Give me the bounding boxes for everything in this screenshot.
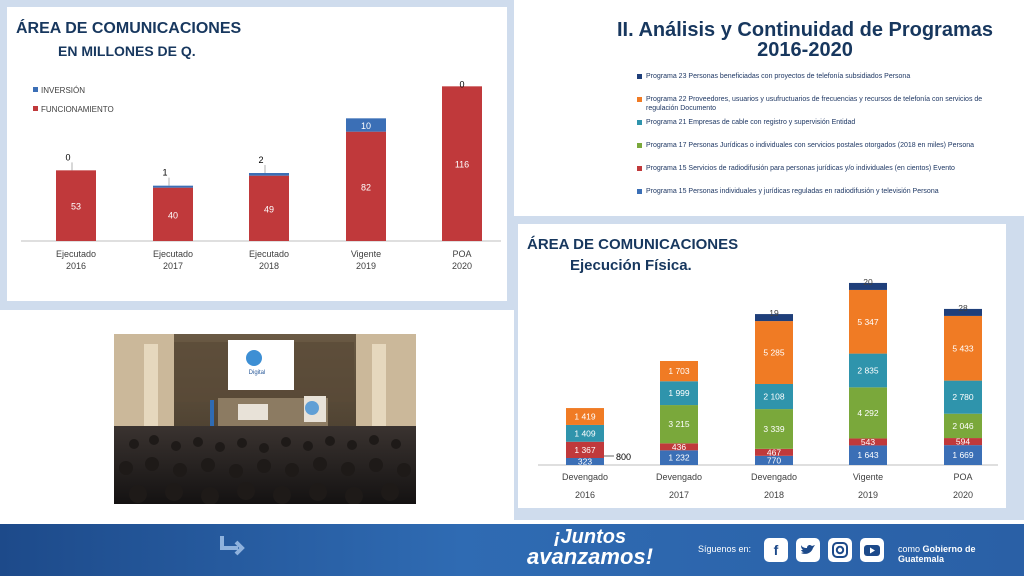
right-category-year: 2016 bbox=[574, 490, 596, 500]
program-legend-label: Programa 23 Personas beneficiadas con proyectos de telefonía subsidiados Persona bbox=[646, 73, 911, 80]
program-legend-swatch bbox=[637, 97, 642, 102]
follow-label: Síguenos en: bbox=[698, 544, 752, 554]
auditorium-illustration bbox=[114, 334, 416, 504]
right-data-label: 4 292 bbox=[857, 407, 879, 418]
right-category-label: POA bbox=[953, 472, 973, 482]
handle-prefix: como bbox=[898, 544, 923, 554]
left-stacked-bar-chart bbox=[7, 7, 507, 301]
right-data-label: 2 835 bbox=[857, 365, 879, 376]
auditorium-photo bbox=[114, 334, 416, 504]
funcionamiento-data-label: 82 bbox=[360, 182, 372, 193]
slogan-line2: avanzamos! bbox=[527, 544, 653, 569]
right-chart-title: ÁREA DE COMUNICACIONES bbox=[527, 236, 739, 253]
inversion-data-label: 0 bbox=[65, 152, 71, 163]
footer-bar bbox=[0, 524, 1024, 576]
right-data-label: 770 bbox=[766, 455, 782, 466]
right-data-label: 5 433 bbox=[952, 343, 974, 354]
inversion-data-label: 1 bbox=[162, 167, 168, 178]
right-data-label: 1 409 bbox=[574, 428, 596, 439]
inversion-data-label: 0 bbox=[459, 79, 465, 90]
right-data-label: 323 bbox=[577, 456, 593, 467]
left-chart-card bbox=[7, 7, 507, 301]
right-data-label: 5 347 bbox=[857, 316, 879, 327]
right-stacked-bar-chart bbox=[518, 224, 1006, 508]
program-legend-swatch bbox=[637, 189, 642, 194]
program-legend-swatch bbox=[637, 74, 642, 79]
left-category-label: Ejecutado bbox=[55, 249, 97, 259]
svg-text:Digital: Digital bbox=[248, 370, 266, 376]
program-legend-label: Programa 22 Proveedores, usuarios y usufructuarios de frecuencias y recursos de telefonía con servicios de regulación Documento bbox=[646, 96, 983, 112]
right-data-label: 543 bbox=[860, 436, 876, 447]
right-data-label: 3 339 bbox=[763, 423, 785, 434]
left-chart-title: ÁREA DE COMUNICACIONES bbox=[16, 20, 242, 37]
funcionamiento-data-label: 49 bbox=[263, 204, 275, 215]
left-legend-swatch bbox=[33, 87, 38, 92]
right-data-label: 594 bbox=[955, 436, 971, 447]
right-category-label: Vigente bbox=[852, 472, 884, 482]
left-category-year: 2020 bbox=[451, 261, 473, 271]
left-category-label: POA bbox=[452, 249, 472, 259]
program-legend-label: Programa 15 Servicios de radiodifusión para personas jurídicas y/o individuales (en cientos) Evento bbox=[646, 165, 955, 172]
left-category-label: Ejecutado bbox=[248, 249, 290, 259]
instagram-icon[interactable] bbox=[828, 538, 852, 562]
left-category-year: 2019 bbox=[355, 261, 377, 271]
right-category-year: 2017 bbox=[668, 490, 690, 500]
left-category-label: Ejecutado bbox=[152, 249, 194, 259]
right-category-year: 2019 bbox=[857, 490, 879, 500]
funcionamiento-data-label: 53 bbox=[70, 201, 82, 212]
right-category-label: Devengado bbox=[655, 472, 703, 482]
page-title: II. Análisis y Continuidad de Programas 2016-2020 bbox=[616, 19, 993, 61]
right-data-label: 20 bbox=[863, 276, 873, 287]
bar-inversion bbox=[249, 173, 289, 176]
facebook-icon[interactable]: f bbox=[764, 538, 788, 562]
right-data-label: 1 703 bbox=[668, 366, 690, 377]
right-data-label: 28 bbox=[958, 302, 968, 313]
left-category-year: 2018 bbox=[258, 261, 280, 271]
right-chart-card bbox=[518, 224, 1006, 508]
right-data-label: 1 232 bbox=[668, 452, 690, 463]
program-legend-swatch bbox=[637, 166, 642, 171]
inversion-data-label: 2 bbox=[258, 155, 264, 165]
right-category-label: Devengado bbox=[750, 472, 798, 482]
twitter-icon[interactable] bbox=[796, 538, 820, 562]
left-chart-subtitle: EN MILLONES DE Q. bbox=[58, 43, 196, 59]
program-legend-label: Programa 15 Personas individuales y jurídicas reguladas en radiodifusión y televisión Persona bbox=[646, 188, 939, 195]
right-data-label: 1 999 bbox=[668, 388, 690, 399]
right-data-label: 2 108 bbox=[763, 391, 785, 402]
right-category-year: 2020 bbox=[952, 490, 974, 500]
right-data-label: 1 669 bbox=[952, 450, 974, 461]
right-data-label: 1 419 bbox=[574, 411, 596, 422]
left-legend-swatch bbox=[33, 106, 38, 111]
callout-data-label: 800 bbox=[616, 452, 632, 462]
back-arrow-icon[interactable] bbox=[216, 532, 246, 558]
left-category-year: 2017 bbox=[162, 261, 184, 271]
right-data-label: 1 367 bbox=[574, 444, 596, 455]
program-legend-swatch bbox=[637, 120, 642, 125]
program-legend-label: Programa 17 Personas Jurídicas o individuales con servicios postales otorgados (2018 en miles) Persona bbox=[646, 142, 975, 149]
handle-label bbox=[898, 544, 1024, 564]
right-data-label: 2 780 bbox=[952, 392, 974, 403]
program-legend-label: Programa 21 Empresas de cable con registro y supervisión Entidad bbox=[646, 119, 856, 126]
program-legend-swatch bbox=[637, 143, 642, 148]
left-category-year: 2016 bbox=[65, 261, 87, 271]
right-category-label: Devengado bbox=[561, 472, 609, 482]
slogan-line1: ¡Juntos bbox=[553, 526, 627, 548]
right-data-label: 436 bbox=[671, 441, 687, 452]
right-data-label: 3 215 bbox=[668, 419, 690, 430]
inversion-data-label: 10 bbox=[360, 121, 372, 131]
left-legend-label: FUNCIONAMIENTO bbox=[41, 105, 114, 114]
handle-name: Gobierno de Guatemala bbox=[898, 544, 976, 564]
right-data-label: 467 bbox=[766, 447, 782, 458]
funcionamiento-data-label: 40 bbox=[167, 210, 179, 221]
right-data-label: 19 bbox=[769, 308, 779, 319]
left-legend-label: INVERSIÓN bbox=[41, 86, 86, 95]
right-chart-subtitle: Ejecución Física. bbox=[570, 257, 692, 274]
right-data-label: 2 046 bbox=[952, 420, 974, 431]
funcionamiento-data-label: 116 bbox=[454, 159, 470, 170]
right-data-label: 1 643 bbox=[857, 450, 879, 461]
right-category-year: 2018 bbox=[763, 490, 785, 500]
youtube-icon[interactable] bbox=[860, 538, 884, 562]
bar-inversion bbox=[153, 186, 193, 188]
left-category-label: Vigente bbox=[350, 249, 382, 259]
right-data-label: 5 285 bbox=[763, 347, 785, 358]
